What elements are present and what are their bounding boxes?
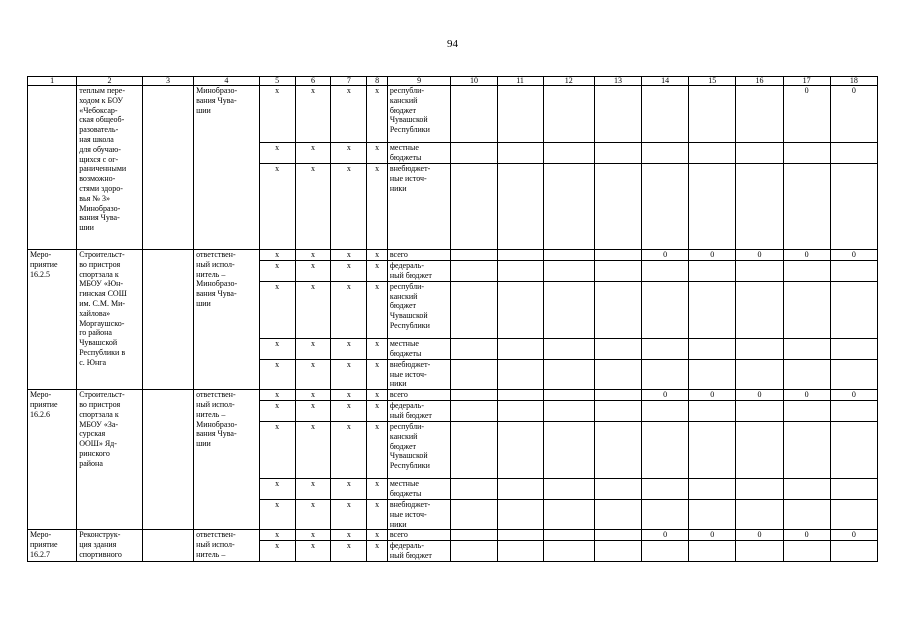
empty-amount-cell <box>736 541 783 562</box>
funding-source-cell: внебюджет- ные источ- ники <box>387 164 451 250</box>
empty-amount-cell <box>594 260 641 281</box>
x-mark-cell: х <box>259 499 295 529</box>
x-mark-cell: х <box>295 478 331 499</box>
empty-amount-cell <box>497 359 543 389</box>
empty-amount-cell <box>594 338 641 359</box>
empty-amount-cell <box>689 164 736 250</box>
x-mark-cell: х <box>331 143 367 164</box>
empty-amount-cell <box>543 338 594 359</box>
x-mark-cell: х <box>331 260 367 281</box>
x-mark-cell: х <box>367 164 388 250</box>
amount-zero-cell: 0 <box>783 250 830 261</box>
amount-zero-cell: 0 <box>689 390 736 401</box>
empty-amount-cell <box>736 499 783 529</box>
empty-amount-cell <box>543 541 594 562</box>
empty-amount-cell <box>451 478 497 499</box>
x-mark-cell: х <box>367 499 388 529</box>
funding-source-cell: федераль- ный бюджет <box>387 260 451 281</box>
funding-source-cell: республи- канский бюджет Чувашской Республики <box>387 281 451 338</box>
x-mark-cell: х <box>367 338 388 359</box>
x-mark-cell: х <box>331 338 367 359</box>
x-mark-cell: х <box>331 250 367 261</box>
empty-amount-cell <box>830 541 877 562</box>
funding-source-cell: федераль- ный бюджет <box>387 400 451 421</box>
table-row <box>28 86 878 143</box>
empty-amount-cell <box>543 250 594 261</box>
empty-amount-cell <box>497 499 543 529</box>
empty-column-3-cell <box>142 250 193 390</box>
x-mark-cell: х <box>331 164 367 250</box>
empty-amount-cell <box>736 338 783 359</box>
column-number-9: 9 <box>387 77 451 86</box>
amount-zero-cell: 0 <box>642 250 689 261</box>
empty-amount-cell <box>451 499 497 529</box>
column-number-13: 13 <box>594 77 641 86</box>
funding-source-cell: федераль- ный бюджет <box>387 541 451 562</box>
empty-amount-cell <box>736 86 783 143</box>
empty-amount-cell <box>543 260 594 281</box>
empty-amount-cell <box>594 530 641 541</box>
empty-amount-cell <box>783 281 830 338</box>
empty-amount-cell <box>497 338 543 359</box>
amount-zero-cell: 0 <box>830 250 877 261</box>
x-mark-cell: х <box>331 530 367 541</box>
empty-amount-cell <box>497 164 543 250</box>
column-number-18: 18 <box>830 77 877 86</box>
empty-amount-cell <box>497 143 543 164</box>
x-mark-cell: х <box>367 421 388 478</box>
empty-amount-cell <box>543 281 594 338</box>
empty-amount-cell <box>543 400 594 421</box>
empty-amount-cell <box>689 421 736 478</box>
empty-amount-cell <box>736 143 783 164</box>
empty-amount-cell <box>642 421 689 478</box>
x-mark-cell: х <box>331 541 367 562</box>
amount-zero-cell: 0 <box>736 530 783 541</box>
empty-amount-cell <box>736 359 783 389</box>
empty-amount-cell <box>689 338 736 359</box>
column-number-4: 4 <box>194 77 260 86</box>
empty-amount-cell <box>642 281 689 338</box>
x-mark-cell: х <box>259 530 295 541</box>
empty-amount-cell <box>783 143 830 164</box>
x-mark-cell: х <box>331 400 367 421</box>
empty-amount-cell <box>642 143 689 164</box>
x-mark-cell: х <box>259 338 295 359</box>
empty-amount-cell <box>451 164 497 250</box>
empty-amount-cell <box>497 530 543 541</box>
empty-amount-cell <box>594 250 641 261</box>
amount-zero-cell: 0 <box>642 390 689 401</box>
empty-amount-cell <box>497 541 543 562</box>
amount-zero-cell: 0 <box>830 530 877 541</box>
empty-column-3-cell <box>142 86 193 250</box>
x-mark-cell: х <box>259 478 295 499</box>
amount-zero-cell: 0 <box>783 390 830 401</box>
empty-amount-cell <box>830 143 877 164</box>
x-mark-cell: х <box>295 359 331 389</box>
x-mark-cell: х <box>295 530 331 541</box>
amount-zero-cell: 0 <box>830 86 877 143</box>
empty-amount-cell <box>689 143 736 164</box>
x-mark-cell: х <box>367 400 388 421</box>
table-row <box>28 390 878 401</box>
funding-source-cell: внебюджет- ные источ- ники <box>387 499 451 529</box>
x-mark-cell: х <box>367 359 388 389</box>
empty-amount-cell <box>830 400 877 421</box>
amount-zero-cell: 0 <box>830 390 877 401</box>
empty-column-3-cell <box>142 390 193 530</box>
x-mark-cell: х <box>259 400 295 421</box>
empty-amount-cell <box>594 281 641 338</box>
empty-amount-cell <box>736 421 783 478</box>
column-number-row <box>28 77 878 86</box>
empty-amount-cell <box>830 164 877 250</box>
empty-amount-cell <box>451 541 497 562</box>
empty-amount-cell <box>642 338 689 359</box>
empty-amount-cell <box>642 359 689 389</box>
empty-amount-cell <box>642 164 689 250</box>
empty-amount-cell <box>497 86 543 143</box>
empty-amount-cell <box>451 421 497 478</box>
empty-amount-cell <box>783 400 830 421</box>
empty-amount-cell <box>830 499 877 529</box>
x-mark-cell: х <box>331 390 367 401</box>
empty-amount-cell <box>689 400 736 421</box>
empty-amount-cell <box>497 260 543 281</box>
empty-amount-cell <box>783 541 830 562</box>
empty-amount-cell <box>689 541 736 562</box>
column-number-2: 2 <box>77 77 143 86</box>
empty-amount-cell <box>543 499 594 529</box>
column-number-11: 11 <box>497 77 543 86</box>
x-mark-cell: х <box>295 260 331 281</box>
amount-zero-cell: 0 <box>689 250 736 261</box>
empty-amount-cell <box>451 530 497 541</box>
x-mark-cell: х <box>259 281 295 338</box>
empty-amount-cell <box>594 143 641 164</box>
empty-amount-cell <box>451 143 497 164</box>
empty-amount-cell <box>543 86 594 143</box>
empty-amount-cell <box>497 250 543 261</box>
empty-amount-cell <box>451 400 497 421</box>
column-number-12: 12 <box>543 77 594 86</box>
x-mark-cell: х <box>259 250 295 261</box>
empty-amount-cell <box>594 164 641 250</box>
amount-zero-cell: 0 <box>736 390 783 401</box>
empty-amount-cell <box>736 260 783 281</box>
empty-amount-cell <box>642 478 689 499</box>
empty-amount-cell <box>736 400 783 421</box>
empty-amount-cell <box>689 478 736 499</box>
empty-amount-cell <box>830 260 877 281</box>
empty-amount-cell <box>451 260 497 281</box>
column-number-10: 10 <box>451 77 497 86</box>
funding-source-cell: местные бюджеты <box>387 143 451 164</box>
empty-amount-cell <box>830 281 877 338</box>
empty-amount-cell <box>783 338 830 359</box>
empty-amount-cell <box>642 499 689 529</box>
column-number-3: 3 <box>142 77 193 86</box>
x-mark-cell: х <box>295 499 331 529</box>
x-mark-cell: х <box>367 478 388 499</box>
empty-amount-cell <box>543 530 594 541</box>
x-mark-cell: х <box>367 86 388 143</box>
x-mark-cell: х <box>331 281 367 338</box>
empty-amount-cell <box>689 359 736 389</box>
empty-amount-cell <box>736 281 783 338</box>
empty-amount-cell <box>543 421 594 478</box>
x-mark-cell: х <box>367 260 388 281</box>
measure-code-cell <box>28 86 77 250</box>
empty-amount-cell <box>543 143 594 164</box>
empty-amount-cell <box>783 421 830 478</box>
program-table <box>27 76 878 562</box>
responsible-executor-cell: Минобразо- вания Чува- шии <box>194 86 260 250</box>
measure-name-cell: теплым пере- ходом к БОУ «Чебоксар- ская общеоб- разователь- ная школа для обучаю- щихся с ог- раниченными возможно- стями здоро- вья № 3» Минобразо- вания Чува- шии <box>77 86 143 250</box>
empty-amount-cell <box>830 338 877 359</box>
empty-amount-cell <box>594 400 641 421</box>
empty-amount-cell <box>783 359 830 389</box>
column-number-17: 17 <box>783 77 830 86</box>
column-number-16: 16 <box>736 77 783 86</box>
amount-zero-cell: 0 <box>783 86 830 143</box>
x-mark-cell: х <box>295 281 331 338</box>
empty-amount-cell <box>543 390 594 401</box>
empty-amount-cell <box>689 86 736 143</box>
x-mark-cell: х <box>259 260 295 281</box>
empty-amount-cell <box>830 421 877 478</box>
empty-amount-cell <box>689 260 736 281</box>
x-mark-cell: х <box>259 86 295 143</box>
empty-amount-cell <box>594 86 641 143</box>
empty-amount-cell <box>451 86 497 143</box>
column-number-7: 7 <box>331 77 367 86</box>
x-mark-cell: х <box>295 421 331 478</box>
empty-amount-cell <box>736 164 783 250</box>
measure-name-cell: Строительст- во пристроя спортзала к МБОУ «Юн- гинская СОШ им. С.М. Ми- хайлова» Моргаушско- го района Чувашской Республики в с. Юнга <box>77 250 143 390</box>
empty-amount-cell <box>594 390 641 401</box>
funding-source-cell: всего <box>387 250 451 261</box>
empty-amount-cell <box>642 400 689 421</box>
empty-amount-cell <box>497 390 543 401</box>
x-mark-cell: х <box>295 143 331 164</box>
empty-column-3-cell <box>142 530 193 562</box>
empty-amount-cell <box>689 499 736 529</box>
funding-source-cell: внебюджет- ные источ- ники <box>387 359 451 389</box>
x-mark-cell: х <box>295 250 331 261</box>
empty-amount-cell <box>497 478 543 499</box>
empty-amount-cell <box>689 281 736 338</box>
x-mark-cell: х <box>259 143 295 164</box>
x-mark-cell: х <box>331 478 367 499</box>
measure-code-cell: Меро- приятие 16.2.5 <box>28 250 77 390</box>
amount-zero-cell: 0 <box>689 530 736 541</box>
x-mark-cell: х <box>367 390 388 401</box>
table-row <box>28 250 878 261</box>
empty-amount-cell <box>543 478 594 499</box>
empty-amount-cell <box>594 478 641 499</box>
empty-amount-cell <box>783 478 830 499</box>
amount-zero-cell: 0 <box>642 530 689 541</box>
responsible-executor-cell: ответствен- ный испол- нитель – Минобразо- вания Чува- шии <box>194 390 260 530</box>
column-number-8: 8 <box>367 77 388 86</box>
empty-amount-cell <box>830 359 877 389</box>
funding-source-cell: всего <box>387 530 451 541</box>
column-number-14: 14 <box>642 77 689 86</box>
empty-amount-cell <box>451 390 497 401</box>
empty-amount-cell <box>451 250 497 261</box>
empty-amount-cell <box>783 164 830 250</box>
x-mark-cell: х <box>295 541 331 562</box>
x-mark-cell: х <box>367 281 388 338</box>
empty-amount-cell <box>642 541 689 562</box>
x-mark-cell: х <box>331 359 367 389</box>
x-mark-cell: х <box>259 421 295 478</box>
x-mark-cell: х <box>367 541 388 562</box>
empty-amount-cell <box>543 164 594 250</box>
empty-amount-cell <box>594 499 641 529</box>
empty-amount-cell <box>497 421 543 478</box>
empty-amount-cell <box>736 478 783 499</box>
x-mark-cell: х <box>295 390 331 401</box>
funding-source-cell: всего <box>387 390 451 401</box>
empty-amount-cell <box>543 359 594 389</box>
empty-amount-cell <box>830 478 877 499</box>
measure-code-cell: Меро- приятие 16.2.6 <box>28 390 77 530</box>
responsible-executor-cell: ответствен- ный испол- нитель – <box>194 530 260 562</box>
empty-amount-cell <box>451 338 497 359</box>
empty-amount-cell <box>642 260 689 281</box>
empty-amount-cell <box>451 281 497 338</box>
x-mark-cell: х <box>259 164 295 250</box>
column-number-1: 1 <box>28 77 77 86</box>
funding-source-cell: местные бюджеты <box>387 478 451 499</box>
x-mark-cell: х <box>295 400 331 421</box>
amount-zero-cell: 0 <box>736 250 783 261</box>
empty-amount-cell <box>783 499 830 529</box>
measure-name-cell: Реконструк- ция здания спортивного <box>77 530 143 562</box>
x-mark-cell: х <box>367 143 388 164</box>
x-mark-cell: х <box>259 359 295 389</box>
column-number-15: 15 <box>689 77 736 86</box>
empty-amount-cell <box>451 359 497 389</box>
empty-amount-cell <box>497 281 543 338</box>
x-mark-cell: х <box>295 164 331 250</box>
funding-source-cell: республи- канский бюджет Чувашской Республики <box>387 86 451 143</box>
x-mark-cell: х <box>295 86 331 143</box>
empty-amount-cell <box>497 400 543 421</box>
funding-source-cell: местные бюджеты <box>387 338 451 359</box>
page-number: 94 <box>447 38 458 50</box>
empty-amount-cell <box>594 359 641 389</box>
column-number-5: 5 <box>259 77 295 86</box>
x-mark-cell: х <box>259 390 295 401</box>
measure-name-cell: Строительст- во пристроя спортзала к МБОУ «За- сурская ООШ» Яд- ринского района <box>77 390 143 530</box>
x-mark-cell: х <box>331 499 367 529</box>
x-mark-cell: х <box>259 541 295 562</box>
column-number-6: 6 <box>295 77 331 86</box>
measure-code-cell: Меро- приятие 16.2.7 <box>28 530 77 562</box>
x-mark-cell: х <box>367 530 388 541</box>
empty-amount-cell <box>783 260 830 281</box>
empty-amount-cell <box>594 541 641 562</box>
x-mark-cell: х <box>331 86 367 143</box>
empty-amount-cell <box>642 86 689 143</box>
x-mark-cell: х <box>295 338 331 359</box>
funding-source-cell: республи- канский бюджет Чувашской Республики <box>387 421 451 478</box>
table-body <box>28 77 878 562</box>
x-mark-cell: х <box>331 421 367 478</box>
table-row <box>28 530 878 541</box>
amount-zero-cell: 0 <box>783 530 830 541</box>
x-mark-cell: х <box>367 250 388 261</box>
empty-amount-cell <box>594 421 641 478</box>
responsible-executor-cell: ответствен- ный испол- нитель – Минобразо- вания Чува- шии <box>194 250 260 390</box>
